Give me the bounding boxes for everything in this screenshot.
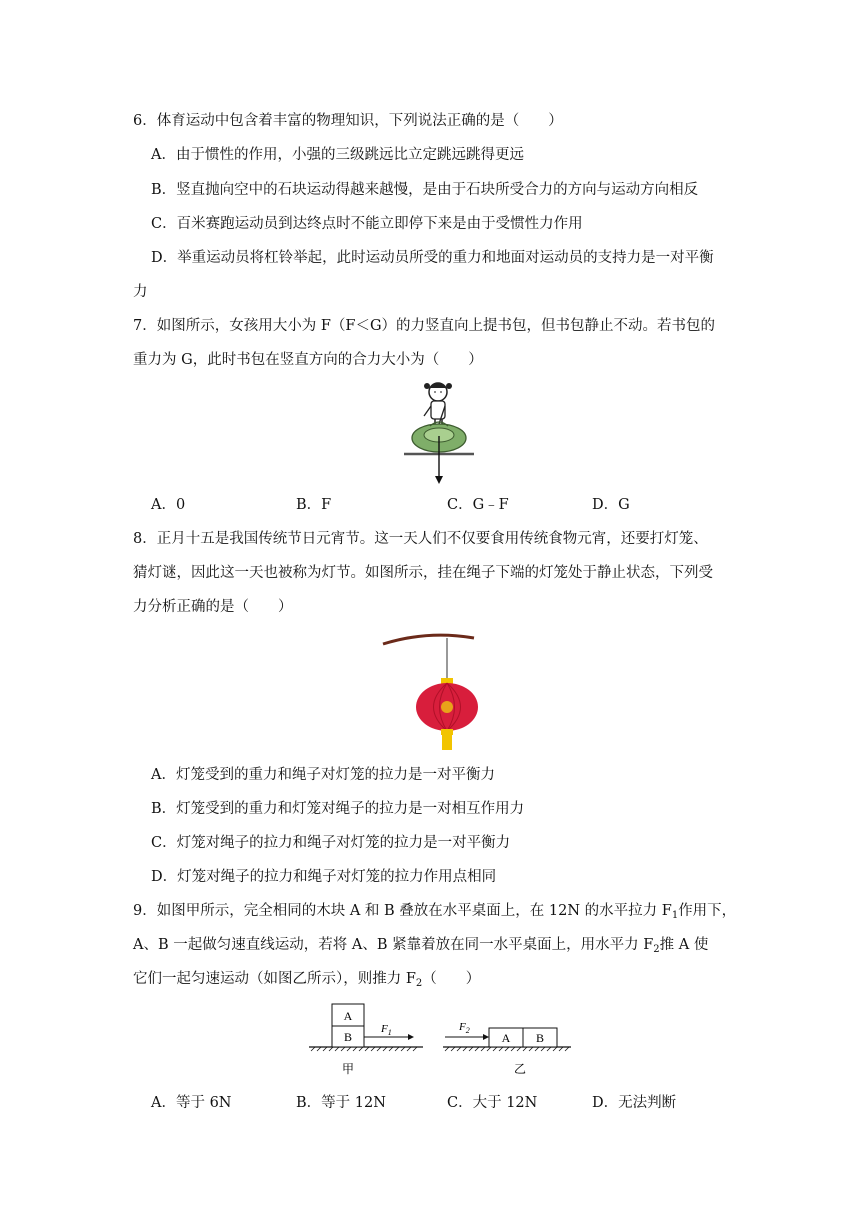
q8-lantern-figure (380, 628, 480, 752)
q8-option-c: C．灯笼对绳子的拉力和绳子对灯笼的拉力是一对平衡力 (151, 835, 511, 851)
q6-option-c: C．百米赛跑运动员到达终点时不能立即停下来是由于受惯性力作用 (151, 216, 583, 232)
q9-option-b: B．等于 12N (296, 1095, 386, 1111)
q6-option-a: A．由于惯性的作用，小强的三级跳远比立定跳远跳得更远 (151, 147, 524, 163)
figure-jia (309, 1004, 423, 1076)
q7-option-a: A．0 (151, 497, 186, 513)
q6-stem: 6．体育运动中包含着丰富的物理知识，下列说法正确的是（ ） (133, 113, 563, 129)
q9-blocks-figure (305, 1002, 575, 1078)
q9-option-a: A．等于 6N (151, 1095, 232, 1111)
girl-head (424, 383, 452, 401)
q8-stem-line3: 力分析正确的是（ ） (133, 599, 293, 615)
lantern (416, 678, 478, 750)
q7-options (151, 495, 751, 515)
q7-stem-line1: 7．如图所示，女孩用大小为 F（F＜G）的力竖直向上提书包，但书包静止不动。若书包的 (133, 318, 716, 334)
figure-yi (443, 1021, 571, 1076)
jia-block-a: A (343, 1009, 353, 1023)
jia-block-b: B (343, 1030, 353, 1044)
caption-yi: 乙 (513, 1062, 527, 1076)
force-f2-label: $F_2$ (459, 1021, 470, 1035)
q9-stem-line3: 它们一起匀速运动（如图乙所示），则推力 $F_2$（ ） (133, 971, 481, 989)
q9-stem-line2: A、B 一起做匀速直线运动，若将 A、B 紧靠着放在同一水平桌面上，用水平力 $F_2$推 A 使 (133, 937, 709, 955)
q6-option-d-wrap: 力 (133, 284, 148, 300)
q6-option-d: D．举重运动员将杠铃举起，此时运动员所受的重力和地面对运动员的支持力是一对平衡 (151, 250, 714, 266)
q9-options (151, 1093, 751, 1113)
q8-stem-line2: 猜灯谜，因此这一天也被称为灯节。如图所示，挂在绳子下端的灯笼处于静止状态，下列受 (133, 565, 713, 581)
q7-option-b: B．F (296, 497, 332, 513)
q7-option-c: C．G﹣F (447, 497, 509, 513)
q9-option-d: D．无法判断 (592, 1095, 677, 1111)
force-f1-label: $F_1$ (381, 1023, 392, 1037)
q8-option-d: D．灯笼对绳子的拉力和绳子对灯笼的拉力作用点相同 (151, 869, 497, 885)
q6-option-b: B．竖直抛向空中的石块运动得越来越慢，是由于石块所受合力的方向与运动方向相反 (151, 182, 699, 198)
q7-girl-bag-figure (402, 374, 476, 488)
caption-jia: 甲 (341, 1062, 355, 1076)
lantern-pole (383, 635, 474, 644)
q7-stem-line2: 重力为 G，此时书包在竖直方向的合力大小为（ ） (133, 352, 483, 368)
q7-option-d: D．G (592, 497, 630, 513)
yi-block-b: B (535, 1031, 545, 1045)
q8-option-a: A．灯笼受到的重力和绳子对灯笼的拉力是一对平衡力 (151, 767, 495, 783)
q8-option-b: B．灯笼受到的重力和灯笼对绳子的拉力是一对相互作用力 (151, 801, 525, 817)
q9-stem-line1: 9．如图甲所示，完全相同的木块 A 和 B 叠放在水平桌面上，在 12N 的水平拉力 $F_1$作用下， (133, 903, 737, 921)
yi-block-a: A (501, 1031, 511, 1045)
q8-stem-line1: 8．正月十五是我国传统节日元宵节。这一天人们不仅要食用传统食物元宵，还要打灯笼、 (133, 531, 708, 547)
q9-option-c: C．大于 12N (447, 1095, 538, 1111)
